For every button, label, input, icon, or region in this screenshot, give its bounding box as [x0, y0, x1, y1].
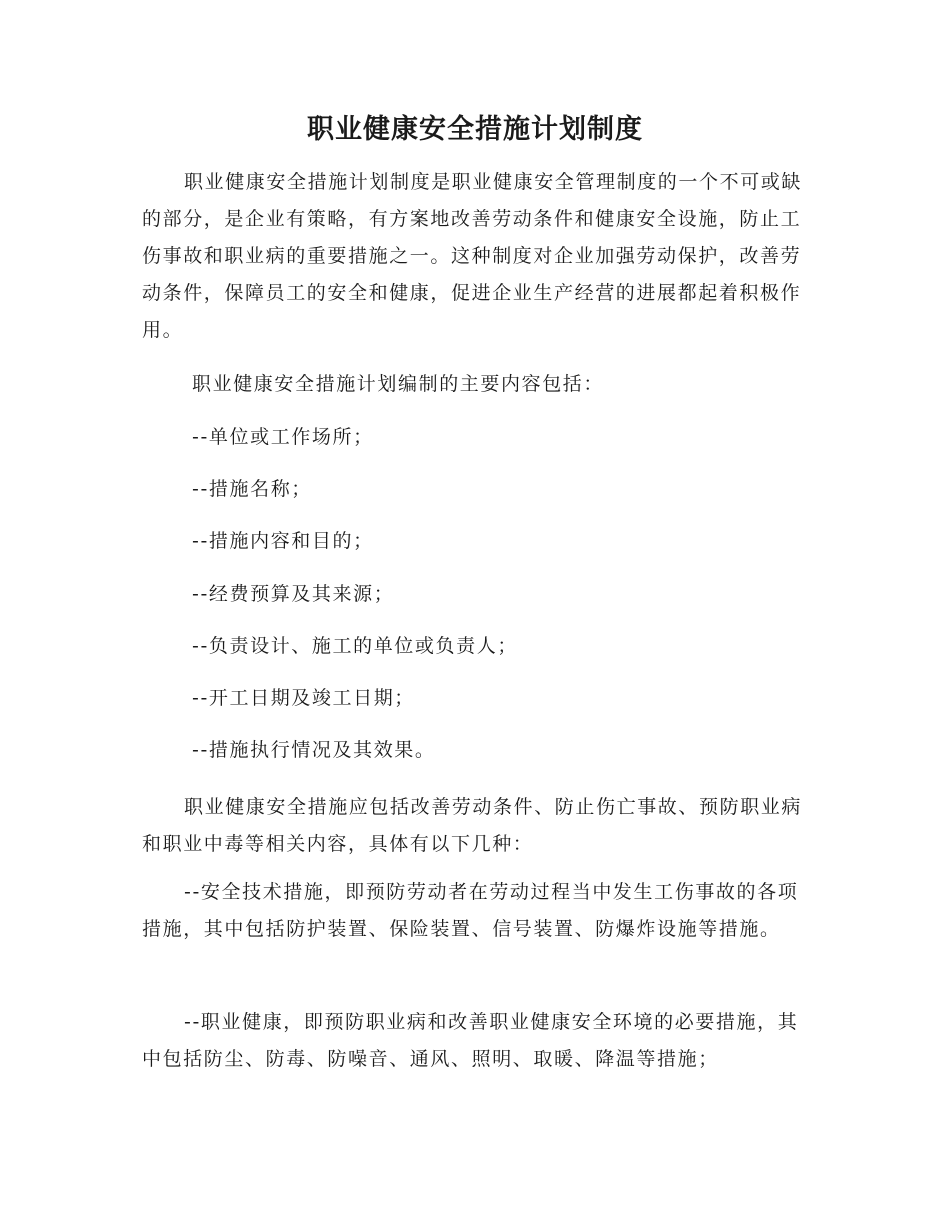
content-item: --措施名称； — [192, 478, 312, 500]
content-item: --开工日期及竣工日期； — [192, 687, 415, 709]
content-item: --单位或工作场所； — [192, 426, 374, 448]
measure-safety-paragraph: --安全技术措施，即预防劳动者在劳动过程当中发生工伤事故的各项措施，其中包括防护装置、保险装置、信号装置、防爆炸设施等措施。 — [142, 881, 799, 940]
content-item: --负责设计、施工的单位或负责人； — [192, 635, 518, 657]
intro-paragraph: 职业健康安全措施计划制度是职业健康安全管理制度的一个不可或缺的部分，是企业有策略，有方案地改善劳动条件和健康安全设施，防止工伤事故和职业病的重要措施之一。这种制度对企业加强劳动保护，改善劳动条件，保障员工的安全和健康，促进企业生产经营的进展都起着积极作用。 — [142, 171, 803, 341]
content-heading: 职业健康安全措施计划编制的主要内容包括： — [192, 373, 605, 395]
measure-health-paragraph: --职业健康，即预防职业病和改善职业健康安全环境的必要措施，其中包括防尘、防毒、防噪音、通风、照明、取暖、降温等措施； — [142, 1011, 799, 1070]
content-item: --经费预算及其来源； — [192, 583, 395, 605]
measures-intro-paragraph: 职业健康安全措施应包括改善劳动条件、防止伤亡事故、预防职业病和职业中毒等相关内容，具体有以下几种： — [142, 796, 803, 855]
document-title: 职业健康安全措施计划制度 — [307, 114, 643, 145]
content-item: --措施执行情况及其效果。 — [192, 739, 436, 761]
content-item: --措施内容和目的； — [192, 530, 374, 552]
